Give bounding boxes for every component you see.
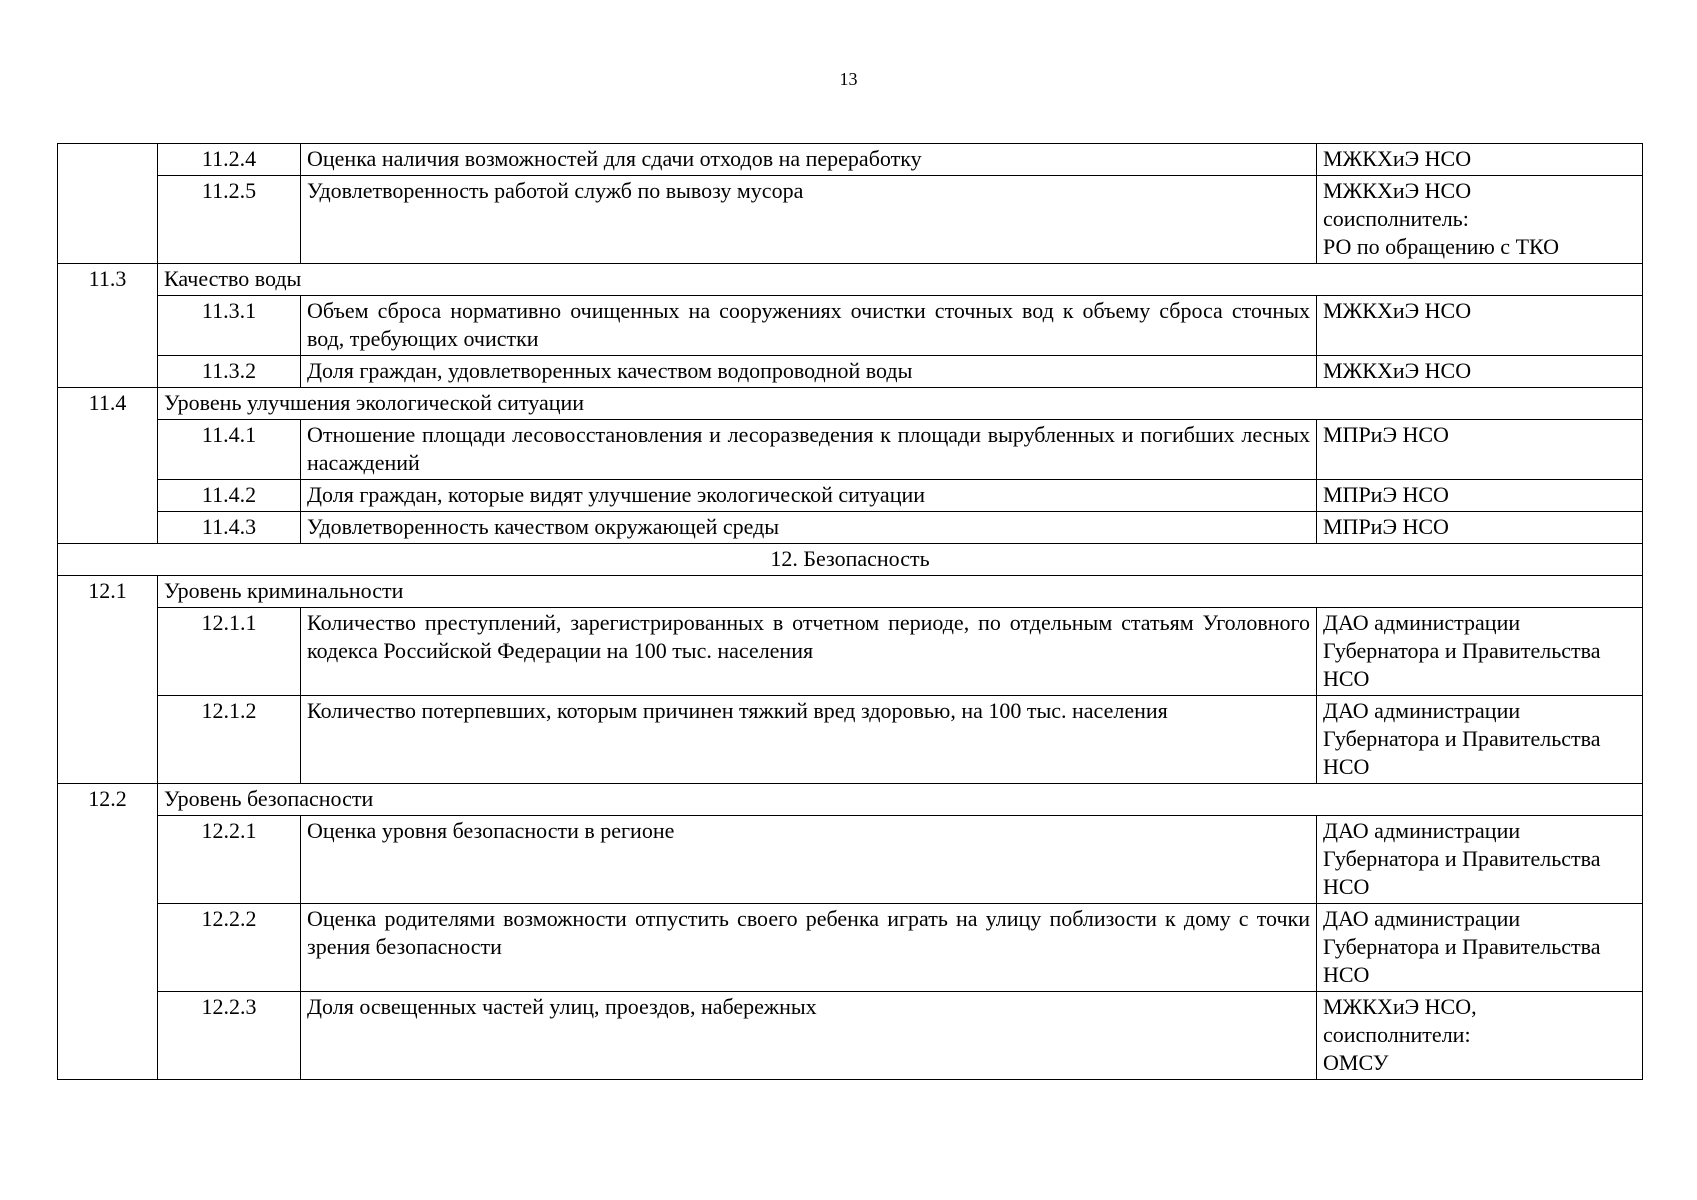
group-row [58, 388, 1643, 420]
table-row [58, 816, 1643, 904]
responsible-line: МЖКХиЭ НСО [1323, 146, 1472, 171]
group-title: Уровень криминальности [158, 576, 1643, 608]
responsible-line: Губернатора и Правительства [1323, 846, 1601, 871]
group-title: Уровень улучшения экологической ситуации [158, 388, 1643, 420]
responsible-line: ДАО администрации [1323, 698, 1521, 723]
section-row [58, 544, 1643, 576]
responsible-line: НСО [1323, 962, 1370, 987]
group-code-cell-empty [58, 144, 158, 264]
table-row [58, 296, 1643, 356]
responsible-line: Губернатора и Правительства [1323, 934, 1601, 959]
table-row [58, 608, 1643, 696]
group-code: 12.1 [58, 576, 158, 784]
indicator-text: Количество потерпевших, которым причинен тяжкий вред здоровью, на 100 тыс. населения [301, 696, 1317, 784]
responsible-cell [1317, 480, 1643, 512]
responsible-line: МЖКХиЭ НСО [1323, 298, 1472, 323]
table-row [58, 356, 1643, 388]
indicator-text: Оценка наличия возможностей для сдачи отходов на переработку [301, 144, 1317, 176]
responsible-cell [1317, 176, 1643, 264]
indicator-text: Оценка уровня безопасности в регионе [301, 816, 1317, 904]
indicator-code: 12.2.1 [158, 816, 301, 904]
responsible-cell [1317, 420, 1643, 480]
page-number: 13 [839, 69, 858, 89]
indicator-code: 12.2.2 [158, 904, 301, 992]
section-title: 12. Безопасность [58, 544, 1643, 576]
indicator-text: Доля граждан, которые видят улучшение экологической ситуации [301, 480, 1317, 512]
indicator-text: Удовлетворенность качеством окружающей среды [301, 512, 1317, 544]
responsible-line: МЖКХиЭ НСО [1323, 178, 1472, 203]
indicator-text: Доля освещенных частей улиц, проездов, набережных [301, 992, 1317, 1080]
table-row [58, 992, 1643, 1080]
responsible-line: ДАО администрации [1323, 610, 1521, 635]
table-row [58, 904, 1643, 992]
responsible-line: Губернатора и Правительства [1323, 726, 1601, 751]
group-code: 12.2 [58, 784, 158, 1080]
responsible-line: ОМСУ [1323, 1050, 1389, 1075]
group-title: Уровень безопасности [158, 784, 1643, 816]
table-row [58, 512, 1643, 544]
responsible-cell [1317, 816, 1643, 904]
group-code: 11.4 [58, 388, 158, 544]
responsible-line: МЖКХиЭ НСО [1323, 358, 1472, 383]
responsible-line: МПРиЭ НСО [1323, 422, 1449, 447]
responsible-line: МЖКХиЭ НСО, [1323, 994, 1477, 1019]
responsible-cell [1317, 608, 1643, 696]
indicator-text: Количество преступлений, зарегистрированных в отчетном периоде, по отдельным статьям Уголовного кодекса Российской Федерации на 100 тыс. населения [301, 608, 1317, 696]
indicator-code: 11.4.1 [158, 420, 301, 480]
group-row [58, 264, 1643, 296]
indicator-code: 12.1.2 [158, 696, 301, 784]
responsible-line: Губернатора и Правительства [1323, 638, 1601, 663]
responsible-line: соисполнители: [1323, 1022, 1471, 1047]
indicator-code: 11.3.1 [158, 296, 301, 356]
responsible-line: ДАО администрации [1323, 906, 1521, 931]
indicator-text: Доля граждан, удовлетворенных качеством водопроводной воды [301, 356, 1317, 388]
responsible-cell [1317, 992, 1643, 1080]
responsible-cell [1317, 296, 1643, 356]
indicator-text: Оценка родителями возможности отпустить своего ребенка играть на улицу поблизости к дому с точки зрения безопасности [301, 904, 1317, 992]
table-row [58, 420, 1643, 480]
responsible-line: МПРиЭ НСО [1323, 514, 1449, 539]
table-row [58, 144, 1643, 176]
group-title: Качество воды [158, 264, 1643, 296]
indicator-code: 11.4.3 [158, 512, 301, 544]
responsible-cell [1317, 696, 1643, 784]
indicator-code: 11.2.5 [158, 176, 301, 264]
table-row [58, 696, 1643, 784]
indicators-table [57, 143, 1643, 1080]
responsible-cell [1317, 904, 1643, 992]
responsible-cell [1317, 356, 1643, 388]
indicator-code: 11.3.2 [158, 356, 301, 388]
responsible-line: НСО [1323, 754, 1370, 779]
responsible-line: НСО [1323, 666, 1370, 691]
indicator-text: Удовлетворенность работой служб по вывозу мусора [301, 176, 1317, 264]
responsible-line: МПРиЭ НСО [1323, 482, 1449, 507]
group-row [58, 784, 1643, 816]
indicator-code: 11.4.2 [158, 480, 301, 512]
responsible-cell [1317, 144, 1643, 176]
indicator-code: 12.2.3 [158, 992, 301, 1080]
indicator-text: Отношение площади лесовосстановления и лесоразведения к площади вырубленных и погибших лесных насаждений [301, 420, 1317, 480]
responsible-line: соисполнитель: [1323, 206, 1469, 231]
group-row [58, 576, 1643, 608]
responsible-line: НСО [1323, 874, 1370, 899]
responsible-line: ДАО администрации [1323, 818, 1521, 843]
responsible-line: РО по обращению с ТКО [1323, 234, 1560, 259]
group-code: 11.3 [58, 264, 158, 388]
table-row [58, 176, 1643, 264]
indicator-text: Объем сброса нормативно очищенных на сооружениях очистки сточных вод к объему сброса сточных вод, требующих очистки [301, 296, 1317, 356]
responsible-cell [1317, 512, 1643, 544]
table-row [58, 480, 1643, 512]
indicator-code: 12.1.1 [158, 608, 301, 696]
indicator-code: 11.2.4 [158, 144, 301, 176]
